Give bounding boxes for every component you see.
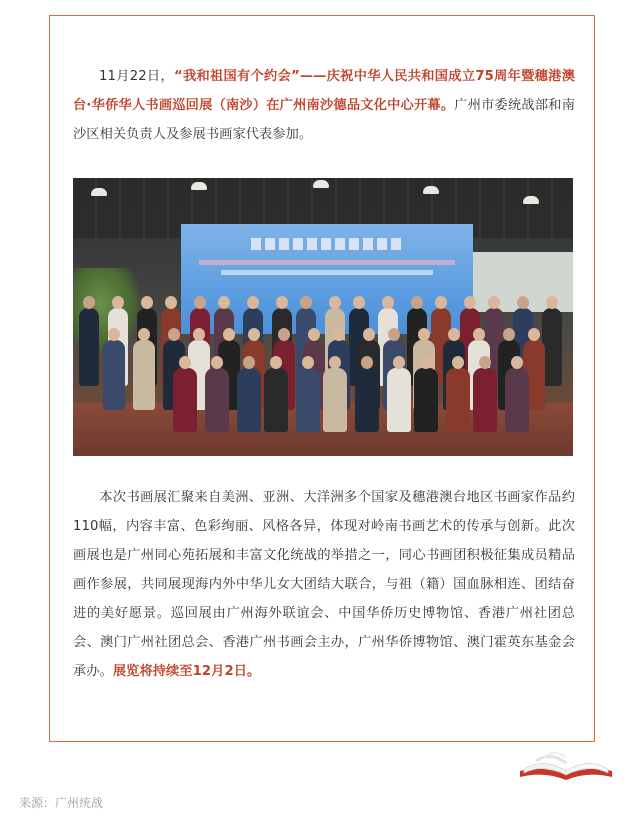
photo-person-head <box>138 328 150 341</box>
intro-rest: 广州市委统战部和南沙区相关负责人及参展书画家代表参加。 <box>73 98 575 142</box>
photo-person-head <box>108 328 120 341</box>
photo-person <box>542 308 562 386</box>
body-paragraph <box>73 483 575 686</box>
photo-person-head <box>393 356 405 369</box>
photo-person-head <box>248 328 260 341</box>
photo-person <box>387 368 411 432</box>
photo-person <box>473 368 497 432</box>
photo-person-head <box>382 296 394 309</box>
photo-person <box>103 340 125 410</box>
open-book-icon <box>514 745 618 781</box>
photo-person-head <box>464 296 476 309</box>
photo-person <box>205 368 229 432</box>
photo-person-head <box>302 356 314 369</box>
photo-person-head <box>194 296 206 309</box>
photo-person-head <box>546 296 558 309</box>
photo-person <box>133 340 155 410</box>
banner-subtitle-2 <box>221 270 433 275</box>
photo-person-head <box>112 296 124 309</box>
photo-person-head <box>83 296 95 309</box>
ceiling-lamp <box>423 186 439 194</box>
photo-person-head <box>411 296 423 309</box>
ceiling-lamp <box>91 188 107 196</box>
intro-date: 11月22日， <box>99 69 174 84</box>
photo-person-head <box>168 328 180 341</box>
photo-person-head <box>165 296 177 309</box>
banner-title <box>251 238 401 250</box>
photo-person-head <box>488 296 500 309</box>
event-group-photo <box>73 178 573 456</box>
photo-person-head <box>141 296 153 309</box>
photo-person-head <box>333 328 345 341</box>
photo-person-head <box>218 296 230 309</box>
photo-person-head <box>361 356 373 369</box>
photo-person-head <box>247 296 259 309</box>
photo-person-head <box>452 356 464 369</box>
photo-person-head <box>270 356 282 369</box>
photo-person-head <box>329 356 341 369</box>
photo-person-head <box>503 328 515 341</box>
photo-person <box>505 368 529 432</box>
photo-person <box>323 368 347 432</box>
photo-person-head <box>193 328 205 341</box>
photo-person <box>446 368 470 432</box>
photo-person-head <box>517 296 529 309</box>
photo-person-head <box>300 296 312 309</box>
ceiling-lamp <box>313 180 329 188</box>
photo-person-head <box>278 328 290 341</box>
photo-person <box>79 308 99 386</box>
body-highlight: 展览将持续至12月2日。 <box>112 664 261 679</box>
photo-person-head <box>329 296 341 309</box>
intro-highlight: “我和祖国有个约会”——庆祝中华人民共和国成立75周年暨穗港澳台·华侨华人书画巡回展（南沙）在广州南沙德品文化中心开幕。 <box>73 69 575 113</box>
source-credit: 来源：广州统战 <box>19 796 104 810</box>
photo-person-head <box>511 356 523 369</box>
photo-person-head <box>473 328 485 341</box>
photo-person <box>173 368 197 432</box>
photo-person-head <box>243 356 255 369</box>
photo-person-head <box>276 296 288 309</box>
ceiling-lamp <box>523 196 539 204</box>
photo-person-head <box>435 296 447 309</box>
photo-person-head <box>223 328 235 341</box>
photo-person-head <box>479 356 491 369</box>
photo-person <box>414 368 438 432</box>
photo-person-head <box>308 328 320 341</box>
photo-person <box>264 368 288 432</box>
body-text: 本次书画展汇聚来自美洲、亚洲、大洋洲多个国家及穗港澳台地区书画家作品约110幅，内容丰富、色彩绚丽、风格各异，体现对岭南书画艺术的传承与创新。此次画展也是广州同心苑拓展和丰富文化统战的举措之一，同心书画团积极征集成员精品画作参展，共同展现海内外中华儿女大团结大联合，与祖（籍）国血脉相连、团结奋进的美好愿景。巡回展由广州海外联谊会、中国华侨历史博物馆、香港广州社团总会、澳门广州社团总会、香港广州书画会主办，广州华侨博物馆、澳门霍英东基金会承办。 <box>73 490 575 679</box>
photo-person-head <box>420 356 432 369</box>
ceiling-lamp <box>191 182 207 190</box>
banner-subtitle <box>199 260 455 265</box>
photo-person-head <box>528 328 540 341</box>
photo-person-head <box>418 328 430 341</box>
photo-person <box>296 368 320 432</box>
photo-person-head <box>353 296 365 309</box>
photo-person <box>237 368 261 432</box>
intro-paragraph <box>73 62 575 149</box>
photo-person <box>355 368 379 432</box>
photo-person-head <box>179 356 191 369</box>
photo-person-head <box>388 328 400 341</box>
photo-person-head <box>448 328 460 341</box>
photo-person-head <box>363 328 375 341</box>
photo-person-head <box>211 356 223 369</box>
